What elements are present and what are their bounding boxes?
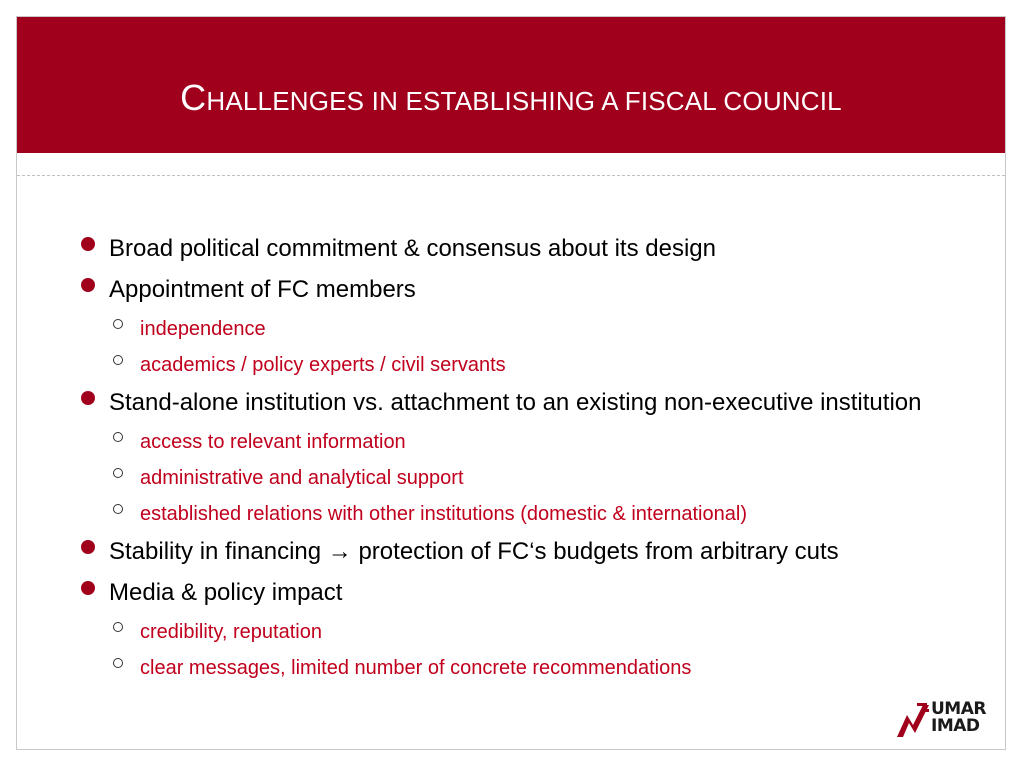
sub-bullet-text: access to relevant information [140, 431, 406, 453]
sub-bullet-item [77, 351, 957, 379]
sub-bullet-text: credibility, reputation [140, 621, 322, 643]
logo-line-1: UMAR [931, 699, 986, 719]
bullet-icon [81, 581, 95, 595]
bullet-text: Appointment of FC members [109, 276, 416, 303]
slide-title-initial: C [180, 77, 207, 118]
umar-imad-logo [895, 701, 995, 741]
bullet-item [77, 536, 957, 568]
circle-bullet-icon [113, 658, 123, 668]
sub-bullet-text: independence [140, 318, 266, 340]
sub-bullet-item [77, 464, 957, 492]
sub-bullet-text: academics / policy experts / civil servants [140, 354, 506, 376]
circle-bullet-icon [113, 504, 123, 514]
sub-bullet-text: established relations with other institutions (domestic & international) [140, 503, 747, 525]
bullet-text: Broad political commitment & consensus about its design [109, 235, 716, 262]
circle-bullet-icon [113, 468, 123, 478]
sub-bullet-text: administrative and analytical support [140, 467, 464, 489]
divider [17, 175, 1005, 176]
sub-bullet-item [77, 500, 957, 528]
slide-title [17, 77, 1005, 119]
logo-text [931, 701, 986, 735]
title-band [17, 17, 1005, 153]
bullet-text: Stand-alone institution vs. attachment to an existing non-executive institution [109, 389, 922, 416]
slide-title-rest: HALLENGES IN ESTABLISHING A FISCAL COUNCIL [206, 86, 842, 116]
sub-bullet-item [77, 428, 957, 456]
bullet-icon [81, 278, 95, 292]
circle-bullet-icon [113, 622, 123, 632]
bullet-icon [81, 237, 95, 251]
logo-mark-icon [895, 701, 931, 741]
bullet-icon [81, 540, 95, 554]
bullet-text: Media & policy impact [109, 579, 343, 606]
sub-bullet-item [77, 618, 957, 646]
bullet-list [77, 233, 957, 690]
bullet-item [77, 233, 957, 265]
sub-bullet-item [77, 654, 957, 682]
bullet-icon [81, 391, 95, 405]
bullet-item [77, 274, 957, 306]
bullet-item [77, 577, 957, 609]
circle-bullet-icon [113, 355, 123, 365]
sub-bullet-text: clear messages, limited number of concrete recommendations [140, 657, 692, 679]
slide [16, 16, 1006, 750]
bullet-item [77, 387, 957, 419]
circle-bullet-icon [113, 319, 123, 329]
circle-bullet-icon [113, 432, 123, 442]
sub-bullet-item [77, 315, 957, 343]
logo-line-2: IMAD [931, 716, 980, 736]
bullet-text: Stability in financing → protection of FC‘s budgets from arbitrary cuts [109, 538, 839, 565]
